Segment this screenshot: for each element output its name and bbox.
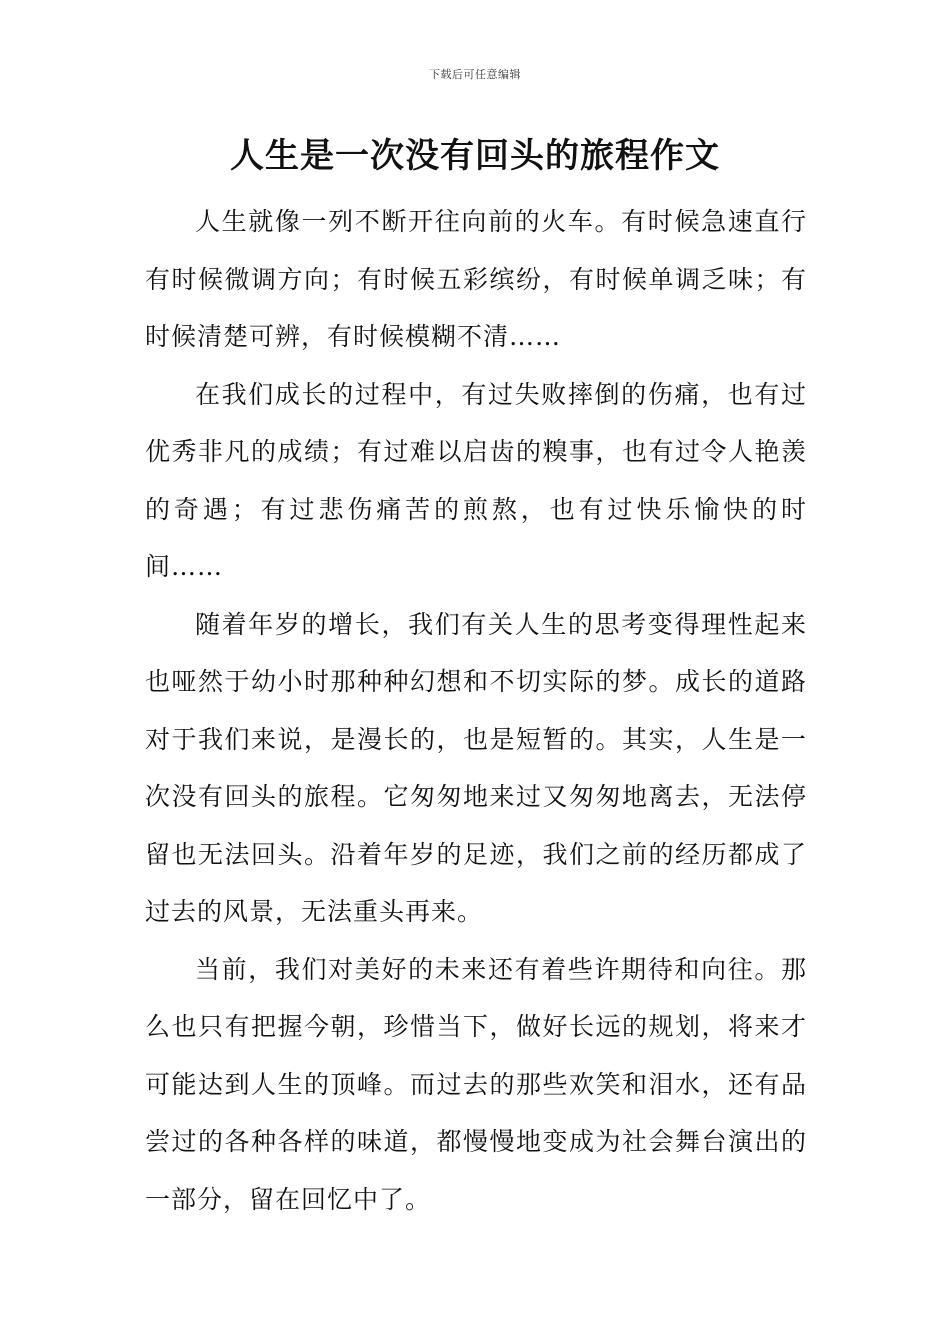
- document-body: [145, 193, 807, 1228]
- paragraph-3: 随着年岁的增长，我们有关人生的思考变得理性起来也哑然于幼小时那种种幻想和不切实际的梦。成长的道路对于我们来说，是漫长的，也是短暂的。其实，人生是一次没有回头的旅程。它匆匆地来过又匆匆地离去，无法停留也无法回头。沿着年岁的足迹，我们之前的经历都成了过去的风景，无法重头再来。: [145, 609, 807, 926]
- paragraph-4: 当前，我们对美好的未来还有着些许期待和向往。那么也只有把握今朝，珍惜当下，做好长远的规划，将来才可能达到人生的顶峰。而过去的那些欢笑和泪水，还有品尝过的各种各样的味道，都慢慢地变成为社会舞台演出的一部分，留在回忆中了。: [145, 954, 807, 1214]
- paragraph-2: 在我们成长的过程中，有过失败摔倒的伤痛，也有过优秀非凡的成绩；有过难以启齿的糗事，也有过令人艳羡的奇遇；有过悲伤痛苦的煎熬，也有过快乐愉快的时间……: [145, 379, 807, 581]
- header-note: 下载后可任意编辑: [429, 68, 521, 81]
- paragraph-1: 人生就像一列不断开往向前的火车。有时候急速直行有时候微调方向；有时候五彩缤纷，有时候单调乏味；有时候清楚可辨，有时候模糊不清……: [145, 207, 807, 351]
- document-title: 人生是一次没有回头的旅程作文: [230, 136, 720, 176]
